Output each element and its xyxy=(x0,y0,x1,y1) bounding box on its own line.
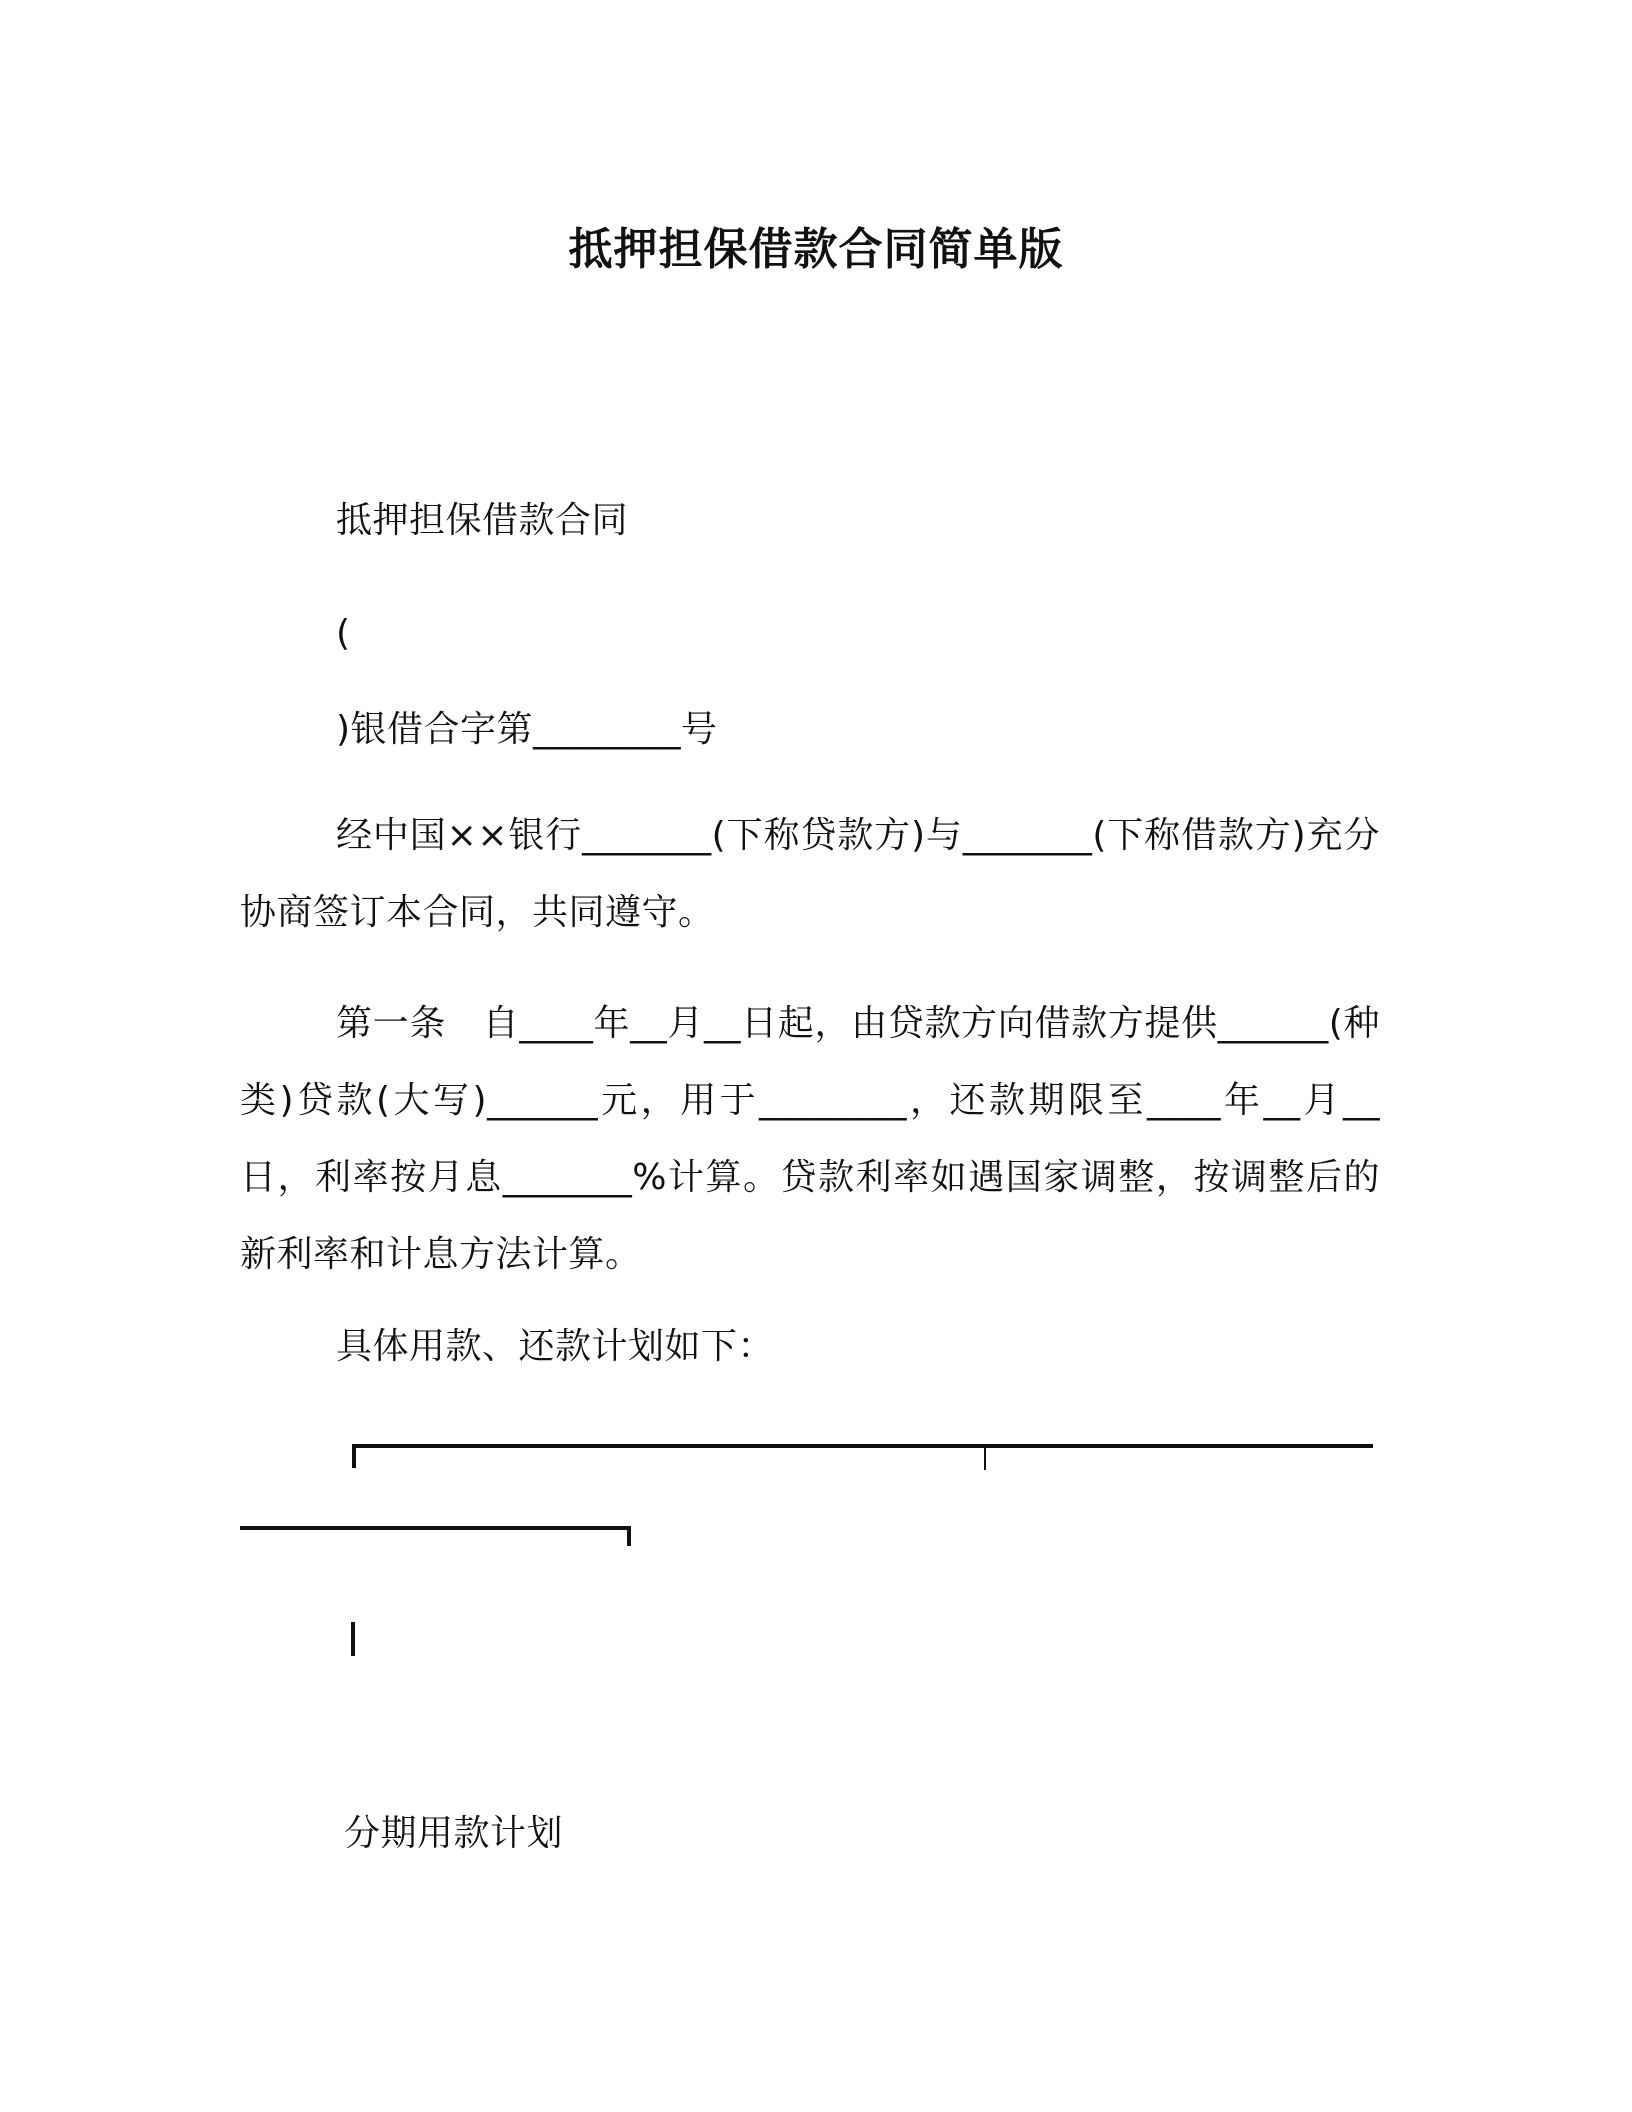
contract-subtitle: 抵押担保借款合同 xyxy=(336,500,629,541)
document-title: 抵押担保借款合同简单版 xyxy=(568,224,1064,275)
installment-plan-label: 分期用款计划 xyxy=(344,1813,564,1854)
table-cell-mark xyxy=(351,1622,355,1656)
table-column-tick xyxy=(984,1448,986,1470)
contract-number-line: )银借合字第________号 xyxy=(336,709,718,750)
table-lower-border xyxy=(240,1526,631,1530)
table-left-tick xyxy=(352,1444,356,1468)
parties-paragraph: 经中国××银行_______(下称贷款方)与_______(下称借款方)充分协商签订本合同，共同遵守。 xyxy=(240,815,1380,933)
table-lower-tick xyxy=(627,1526,631,1546)
article-one-paragraph: 第一条 自____年__月__日起，由贷款方向借款方提供______(种类)贷款(大写)______元，用于________，还款期限至____年__月__日，利率按月息_______%计算。贷款利率如遇国家调整，按调整后的新利率和计息方法计算。 xyxy=(240,1003,1380,1275)
table-top-border xyxy=(352,1444,1373,1448)
plan-intro: 具体用款、还款计划如下： xyxy=(336,1326,775,1367)
contract-number-paren: ( xyxy=(336,613,351,654)
